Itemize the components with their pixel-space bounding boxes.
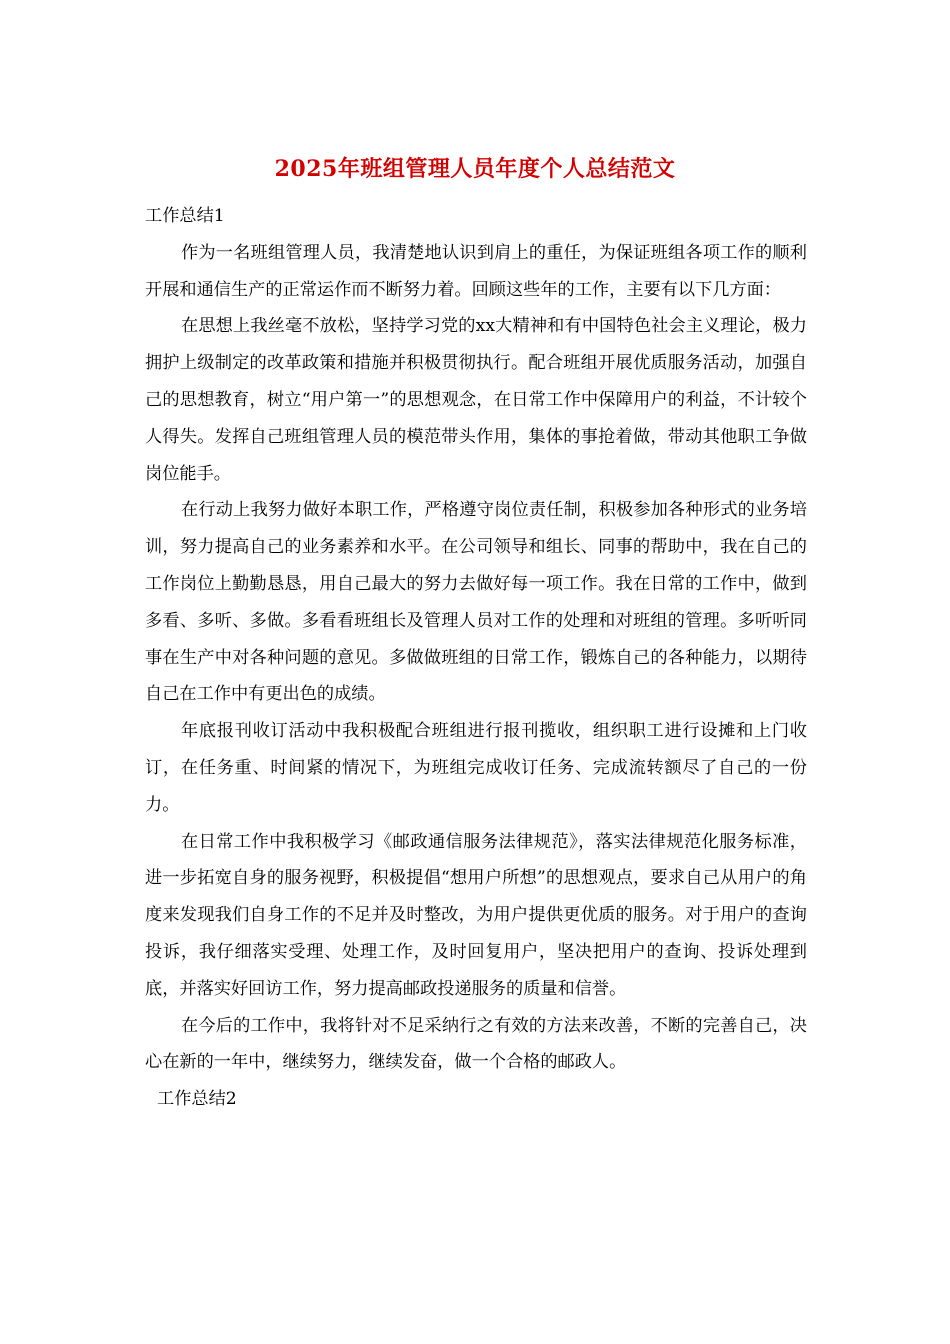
document-body xyxy=(145,198,807,1118)
paragraph-intro: 作为一名班组管理人员，我清楚地认识到肩上的重任，为保证班组各项工作的顺利开展和通信生产的正常运作而不断努力着。回顾这些年的工作，主要有以下几方面： xyxy=(145,242,807,300)
section-heading-2: 工作总结2 xyxy=(157,1089,237,1110)
paragraph-subscription: 年底报刊收订活动中我积极配合班组进行报刊揽收，组织职工进行设摊和上门收订，在任务重、时间紧的情况下，为班组完成收订任务、完成流转额尽了自己的一份力。 xyxy=(145,721,807,815)
paragraph-action: 在行动上我努力做好本职工作，严格遵守岗位责任制，积极参加各种形式的业务培训，努力提高自己的业务素养和水平。在公司领导和组长、同事的帮助中，我在自己的工作岗位上勤勤恳恳，用自己最大的努力去做好每一项工作。我在日常的工作中，做到多看、多听、多做。多看看班组长及管理人员对工作的处理和对班组的管理。多听听同事在生产中对各种问题的意见。多做做班组的日常工作，锻炼自己的各种能力，以期待自己在工作中有更出色的成绩。 xyxy=(145,500,807,705)
paragraph-thought: 在思想上我丝毫不放松，坚持学习党的xx大精神和有中国特色社会主义理论，极力拥护上级制定的改革政策和措施并积极贯彻执行。配合班组开展优质服务活动，加强自己的思想教育，树立“用户第一”的思想观念，在日常工作中保障用户的利益，不计较个人得失。发挥自己班组管理人员的模范带头作用，集体的事抢着做，带动其他职工争做岗位能手。 xyxy=(145,316,807,484)
paragraph-daily-work: 在日常工作中我积极学习《邮政通信服务法律规范》，落实法律规范化服务标准，进一步拓宽自身的服务视野，积极提倡“想用户所想”的思想观点，要求自己从用户的角度来发现我们自身工作的不足并及时整改，为用户提供更优质的服务。对于用户的查询投诉，我仔细落实受理、处理工作，及时回复用户，坚决把用户的查询、投诉处理到底，并落实好回访工作，努力提高邮政投递服务的质量和信誉。 xyxy=(145,831,807,999)
section-heading-1: 工作总结1 xyxy=(145,206,225,226)
paragraph-future: 在今后的工作中，我将针对不足采纳行之有效的方法来改善，不断的完善自己，决心在新的一年中，继续努力，继续发奋，做一个合格的邮政人。 xyxy=(145,1015,807,1073)
document-title: 2025年班组管理人员年度个人总结范文 xyxy=(274,156,676,182)
